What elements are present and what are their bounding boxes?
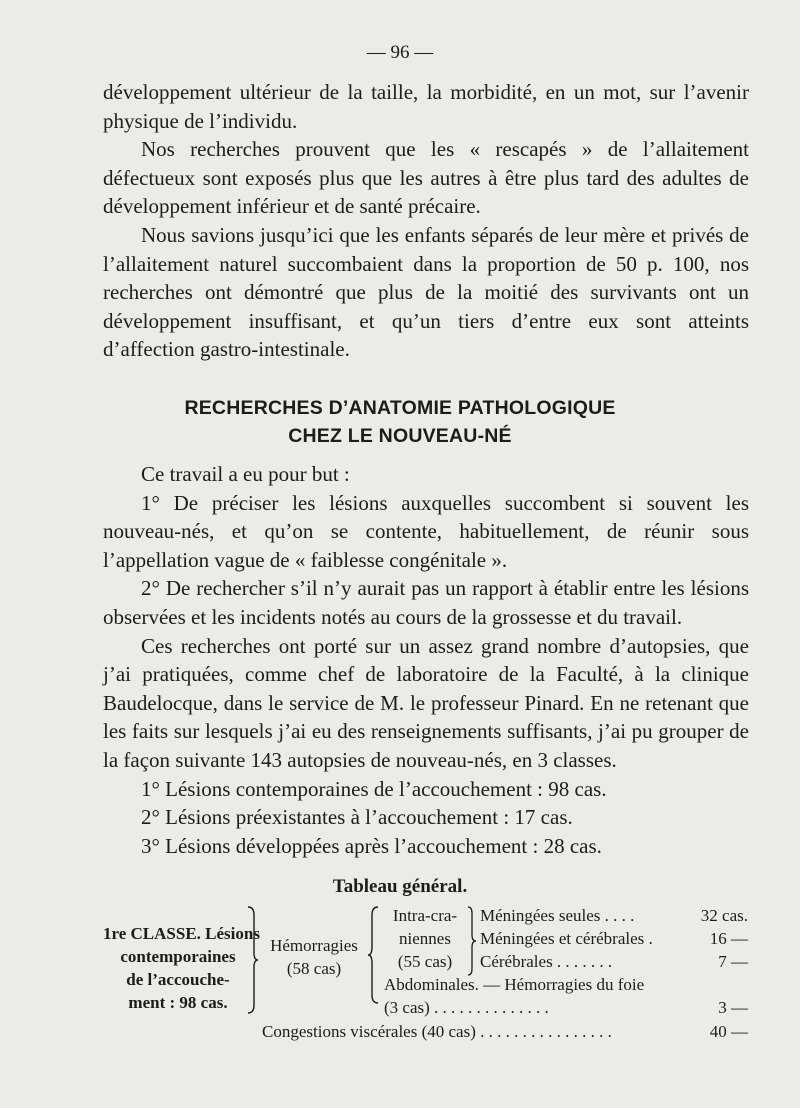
hemorrhagies-label: Hémorragies (58 cas) [270, 936, 358, 978]
list-item: 1° Lésions contemporaines de l’accouchement : 98 cas. [141, 776, 607, 801]
paragraph: Nos recherches prouvent que les « rescapés » de l’allaitement défectueux sont exposés plus que les autres à être plus tard des adultes de développement inférieur et de santé précaire. [103, 137, 749, 219]
paragraph: Nous savions jusqu’ici que les enfants séparés de leur mère et privés de l’allaitement naturel succombaient dans la proportion de 50 p. 100, nos recherches ont démontré que plus de la moitié des survivants ont un développement insuffisant, et qu’un tiers d’entre eux sont atteints d’affection gastro-intestinale. [103, 222, 749, 362]
brace-icon [366, 905, 380, 1005]
paragraph: Ce travail a eu pour but : [141, 462, 350, 486]
brace-icon [246, 905, 260, 1015]
paragraph: 1° De préciser les lésions auxquelles succombent si souvent les nouveau-nés, et qu’on se contente, habituellement, de réunir sous l’appellation vague de « faiblesse congénitale ». [103, 490, 749, 572]
intracranial-values [680, 904, 748, 973]
section-title-line2: CHEZ LE NOUVEAU-NÉ [288, 425, 512, 447]
section-text [103, 460, 749, 860]
intro-text [103, 78, 749, 364]
table-title: Tableau général. [332, 876, 468, 897]
list-item: 3° Lésions développées après l’accouchement : 28 cas. [141, 833, 602, 858]
table-cell: 32 cas. [700, 906, 748, 925]
table-cell: 16 — [709, 929, 748, 948]
intracranial-label: Intra-cra- niennes (55 cas) [392, 906, 458, 971]
brace-icon [466, 905, 478, 977]
table-row: Méningées et cérébrales . [480, 929, 653, 948]
section-title-line1: RECHERCHES D’ANATOMIE PATHOLOGIQUE [184, 397, 616, 419]
abdominal-row: Abdominales. — Hémorragies du foie (3 cas) . . . . . . . . . . . . . . [384, 975, 645, 1017]
table-row: Cérébrales . . . . . . . [480, 952, 613, 971]
paragraph: 2° De rechercher s’il n’y aurait pas un rapport à établir entre les lésions observées et les incidents notés au cours de la grossesse et du travail. [103, 576, 749, 629]
list-item: 2° Lésions préexistantes à l’accouchement : 17 cas. [141, 805, 573, 830]
paragraph: développement ultérieur de la taille, la morbidité, en un mot, sur l’avenir physique de l’individu. [103, 80, 749, 133]
page-number: — 96 — [366, 42, 434, 63]
class-label: 1re CLASSE. Lésions contemporaines de l’accouche- ment : 98 cas. [103, 924, 260, 1012]
table-row: Méningées seules . . . . [480, 906, 635, 925]
congestions-row: Congestions viscérales (40 cas) . . . . . . . . . . . . . . . . [262, 1022, 612, 1041]
table-cell: 40 — [709, 1022, 748, 1041]
table-cell: 7 — [718, 952, 748, 971]
intracranial-rows [480, 904, 680, 973]
paragraph: Ces recherches ont porté sur un assez grand nombre d’autopsies, que j’ai pratiquées, comme chef de laboratoire de la Faculté, à la clinique Baudelocque, dans le service de M. le professeur Pinard. En ne retenant que les faits sur lesquels j’ai eu des renseignements suffisants, j’ai pu grouper de la façon suivante 143 autopsies de nouveau-nés, en 3 classes. [103, 633, 749, 772]
table-cell: 3 — [718, 998, 748, 1017]
